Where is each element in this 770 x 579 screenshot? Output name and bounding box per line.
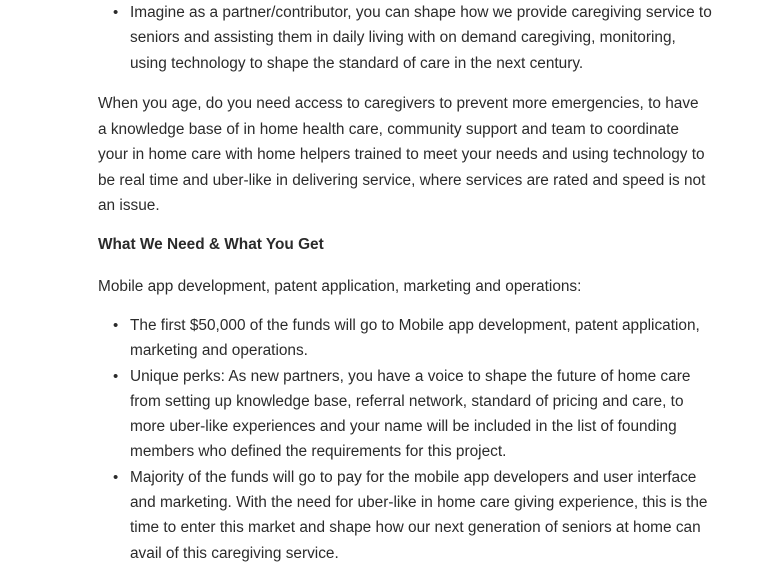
list-item-text: Majority of the funds will go to pay for the mobile app developers and user interface and marketing. With the need for uber-like in home care giving experience, this is the time to enter this market and shape how our next generation of seniors at home can avail of this caregiving service. — [130, 468, 708, 562]
bullet-icon: • — [113, 468, 119, 486]
intro-bullet-list — [0, 0, 770, 76]
list-item-text: Imagine as a partner/contributor, you can shape how we provide caregiving service to seniors and assisting them in daily living with on demand caregiving, monitoring, using technology to shape the standard of care in the next century. — [130, 4, 712, 72]
list-item — [0, 465, 770, 566]
list-item — [0, 364, 770, 465]
needs-bullet-list — [0, 313, 770, 566]
section-heading: What We Need & What You Get — [98, 236, 324, 253]
list-item — [0, 313, 770, 364]
intro-paragraph: When you age, do you need access to caregivers to prevent more emergencies, to have a knowledge base of in home health care, community support and team to coordinate your in home care with home helpers trained to meet your needs and using technology to be real time and uber-like in delivering service, where services are rated and speed is not an issue. — [98, 95, 706, 215]
needs-paragraph: Mobile app development, patent application, marketing and operations: — [98, 278, 582, 295]
list-item-text: The first $50,000 of the funds will go to Mobile app development, patent application, marketing and operations. — [130, 317, 700, 360]
list-item — [0, 0, 770, 76]
list-item-text: Unique perks: As new partners, you have a voice to shape the future of home care from setting up knowledge base, referral network, standard of pricing and care, to more uber-like experiences and your name will be included in the list of founding members who defined the requirements for this project. — [130, 367, 691, 461]
bullet-icon: • — [113, 317, 119, 334]
bullet-icon: • — [113, 4, 119, 21]
bullet-icon: • — [113, 367, 119, 385]
